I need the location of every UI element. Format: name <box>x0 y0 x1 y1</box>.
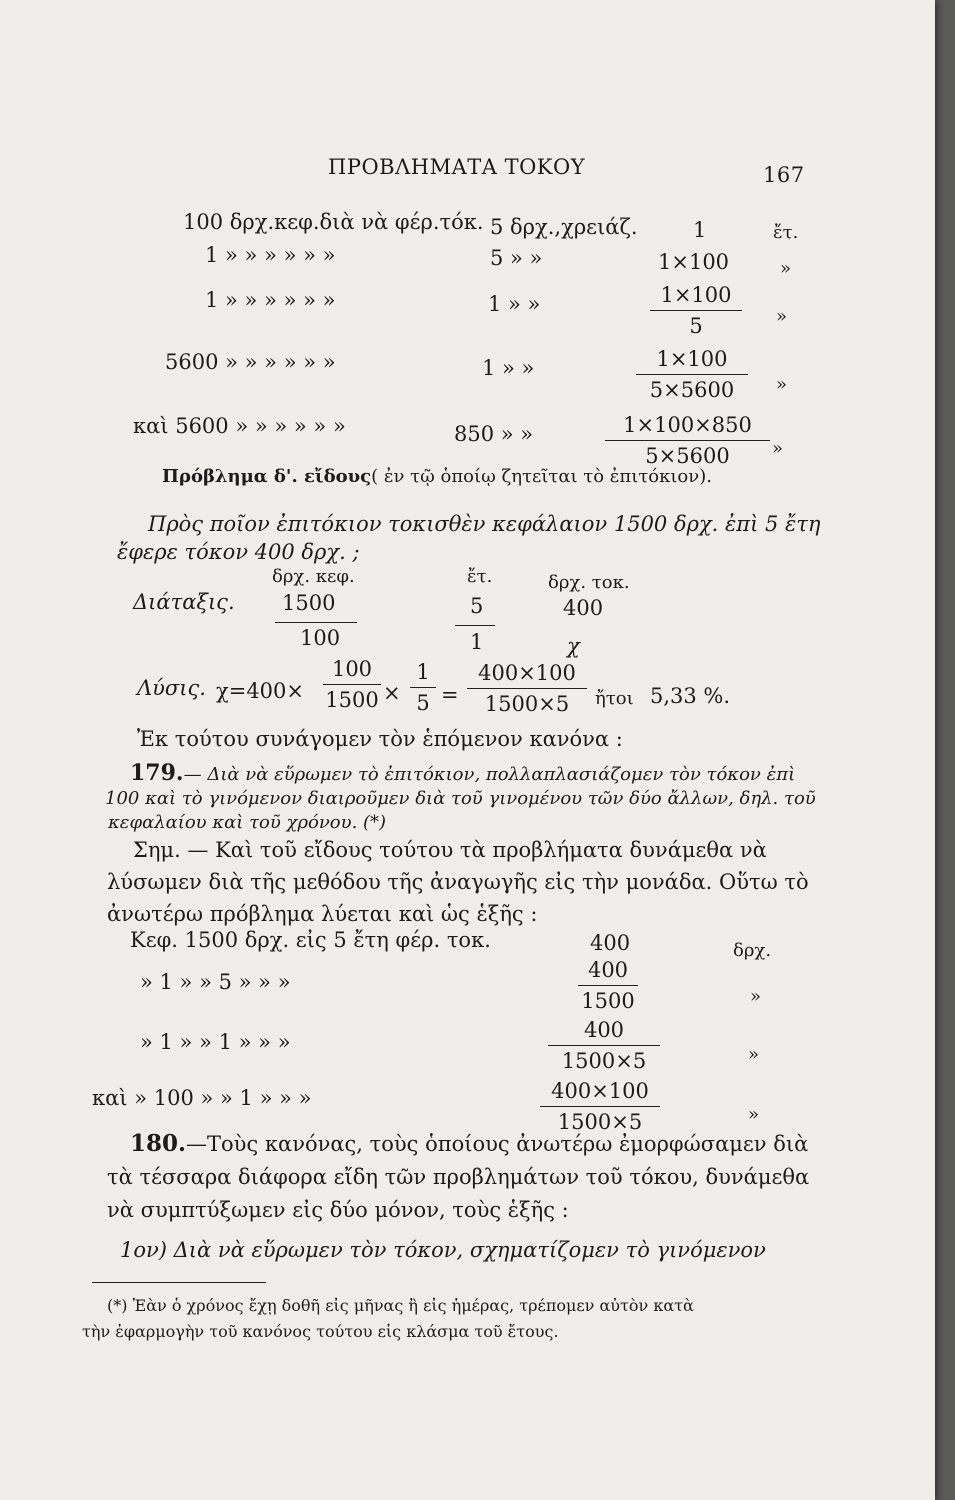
table2-row2-unit: » <box>750 986 762 1007</box>
table2-row4-fraction <box>540 1078 660 1135</box>
table1-row5-num: 1×100×850 <box>623 413 752 437</box>
fraction-bar <box>578 985 638 986</box>
arr-r2-c1: 100 <box>300 626 341 650</box>
table1-row4-num: 1×100 <box>656 347 728 371</box>
table1-row5-fraction <box>605 412 770 469</box>
arr-r1-c1: 1500 <box>282 591 336 615</box>
table1-row5-b: 850 » » <box>454 422 534 446</box>
solution-equals: = <box>441 683 459 707</box>
note-line3: ἀνωτέρω πρόβλημα λύεται καὶ ὡς ἑξῆς : <box>107 902 538 926</box>
table1-row4-fraction <box>636 346 748 403</box>
solution-times: × <box>383 681 401 705</box>
problem4-desc: ( ἐν τῷ ὁποίῳ ζητεῖται τὸ ἐπιτόκιον). <box>371 466 712 487</box>
sol-f3-den: 1500×5 <box>484 692 570 716</box>
note-line2: λύσωμεν διὰ τῆς μεθόδου τῆς ἀναγωγῆς εἰς τὴν μονάδα. Οὕτω τὸ <box>107 870 809 894</box>
arr-r1-c3: 400 <box>563 596 604 620</box>
fraction-bar <box>650 310 742 311</box>
rule-intro: Ἐκ τούτου συνάγομεν τὸν ἑπόμενον κανόνα : <box>137 727 623 751</box>
fraction-bar <box>636 374 748 375</box>
table1-row3-unit: » <box>776 306 788 327</box>
table1-row5-unit: » <box>772 438 784 459</box>
table1-row1-unit: ἔτ. <box>773 222 799 243</box>
para179-line3: κεφαλαίου καὶ τοῦ χρόνου. (*) <box>108 812 387 833</box>
para179-line2: 100 καὶ τὸ γινόμενον διαιροῦμεν διὰ τοῦ γινομένου τῶν δύο ἄλλων, δηλ. τοῦ <box>105 788 816 809</box>
sol-f2-den: 5 <box>416 691 430 715</box>
problem4-label: Πρόβλημα δ'. εἴδους <box>162 466 372 487</box>
table1-row3-num: 1×100 <box>660 283 732 307</box>
table2-row2-fraction <box>578 957 638 1014</box>
table1-row2-a: 1 » » » » » » <box>205 243 336 267</box>
col1-head: δρχ. κεφ. <box>272 566 355 587</box>
table1-row2-b: 5 » » <box>490 246 543 270</box>
sol-f1-den: 1500 <box>325 688 379 712</box>
page-title: ΠΡΟΒΛΗΜΑΤΑ ΤΟΚΟΥ <box>328 155 586 179</box>
table1-row3-den: 5 <box>689 314 703 338</box>
fraction-bar <box>548 1045 660 1046</box>
arrangement-rule-1 <box>275 622 357 623</box>
col2-head: ἔτ. <box>467 566 493 587</box>
para180-line4 <box>120 1238 766 1262</box>
table1-row4-den: 5×5600 <box>649 378 735 402</box>
para180-text1: —Τοὺς κανόνας, τοὺς ὁποίους ἀνωτέρω ἐμορφώσαμεν διὰ <box>186 1132 809 1156</box>
table2-row4-den: 1500×5 <box>557 1110 643 1134</box>
question-line2: ἔφερε τόκον 400 δρχ. ; <box>117 540 360 564</box>
sol-f1-num: 100 <box>331 657 373 681</box>
solution-fraction-2 <box>410 659 436 716</box>
table2-row3-fraction <box>548 1017 660 1074</box>
table1-row2-unit: » <box>780 258 792 279</box>
solution-result: 5,33 %. <box>650 684 731 708</box>
table1-row5-den: 5×5600 <box>645 444 730 468</box>
table1-row3-fraction <box>650 282 742 339</box>
arr-r1-c2: 5 <box>470 594 484 618</box>
table2-row2-a: » 1 » » 5 » » » <box>140 970 291 994</box>
solution-label: Λύσις. <box>137 676 206 700</box>
para179-number: 179. <box>130 760 184 786</box>
solution-result-word: ἤτοι <box>595 688 634 709</box>
arrangement-label: Διάταξις. <box>133 590 235 614</box>
table2-row1-unit: δρχ. <box>733 940 772 961</box>
table2-row3-num: 400 <box>583 1018 625 1042</box>
para179-line1 <box>130 760 795 786</box>
fraction-bar <box>410 687 436 688</box>
arrangement-rule-2 <box>455 625 495 626</box>
para180-text4: 1ον) Διὰ νὰ εὕρωμεν τὸν τόκον, σχηματίζομεν τὸ γινόμενον <box>120 1238 766 1262</box>
page-number: 167 <box>763 163 805 187</box>
sol-f2-num: 1 <box>416 660 430 684</box>
table1-row4-a: 5600 » » » » » » <box>165 350 336 374</box>
problem4-heading <box>162 466 712 487</box>
fraction-bar <box>467 688 587 689</box>
table2-row4-unit: » <box>748 1104 760 1125</box>
para180-line3: νὰ συμπτύξωμεν εἰς δύο μόνον, τοὺς ἑξῆς : <box>107 1198 569 1222</box>
fraction-bar <box>605 440 770 441</box>
table2-row3-den: 1500×5 <box>561 1049 647 1073</box>
arr-r2-c2: 1 <box>470 630 484 654</box>
table2-row1-result: 400 <box>590 931 631 955</box>
footnote-line1: (*) Ἐὰν ὁ χρόνος ἔχῃ δοθῆ εἰς μῆνας ἢ εἰς ἡμέρας, τρέπομεν αὐτὸν κατὰ <box>107 1296 694 1315</box>
table2-row4-a: καὶ » 100 » » 1 » » » <box>92 1086 312 1110</box>
fraction-bar <box>540 1106 660 1107</box>
table1-row3-a: 1 » » » » » » <box>205 288 336 312</box>
solution-fraction-3 <box>467 660 587 717</box>
table2-row2-num: 400 <box>587 958 629 982</box>
table1-row3-b: 1 » » <box>488 292 541 316</box>
solution-fraction-1 <box>323 656 381 713</box>
table1-row2-result: 1×100 <box>658 250 730 274</box>
arr-r2-c3: χ <box>567 634 580 658</box>
table2-row4-num: 400×100 <box>551 1079 649 1103</box>
table1-row1-a: 100 δρχ.κεφ.διὰ νὰ φέρ.τόκ. <box>183 210 484 234</box>
table2-row2-den: 1500 <box>581 989 635 1013</box>
para180-number: 180. <box>130 1130 187 1157</box>
table2-row1-a: Κεφ. 1500 δρχ. εἰς 5 ἔτη φέρ. τοκ. <box>130 928 491 952</box>
table1-row1-b: 5 δρχ.,χρειάζ. <box>490 215 638 239</box>
solution-lhs: χ=400× <box>216 679 304 703</box>
col3-head: δρχ. τοκ. <box>548 572 630 593</box>
footnote-line2: τὴν ἐφαρμογὴν τοῦ κανόνος τούτου εἰς κλάσμα τοῦ ἔτους. <box>82 1322 559 1341</box>
para180-line2: τὰ τέσσαρα διάφορα εἴδη τῶν προβλημάτων τοῦ τόκου, δυνάμεθα <box>107 1165 810 1189</box>
table2-row3-a: » 1 » » 1 » » » <box>140 1030 291 1054</box>
table1-row5-a: καὶ 5600 » » » » » » <box>133 414 346 438</box>
fraction-bar <box>323 684 381 685</box>
question-line1: Πρὸς ποῖον ἐπιτόκιον τοκισθὲν κεφάλαιον 1500 δρχ. ἐπὶ 5 ἔτη <box>148 512 821 536</box>
footnote-rule <box>92 1282 266 1283</box>
para180-line1 <box>130 1130 808 1157</box>
table1-row4-unit: » <box>776 374 788 395</box>
table1-row1-result: 1 <box>693 218 707 242</box>
table1-row4-b: 1 » » <box>482 356 535 380</box>
table2-row3-unit: » <box>748 1044 760 1065</box>
sol-f3-num: 400×100 <box>478 661 576 685</box>
para179-text1: — Διὰ νὰ εὕρωμεν τὸ ἐπιτόκιον, πολλαπλασιάζομεν τὸν τόκον ἐπὶ <box>183 764 796 785</box>
note-line1: Σημ. — Καὶ τοῦ εἴδους τούτου τὰ προβλήματα δυνάμεθα νὰ <box>133 838 767 862</box>
